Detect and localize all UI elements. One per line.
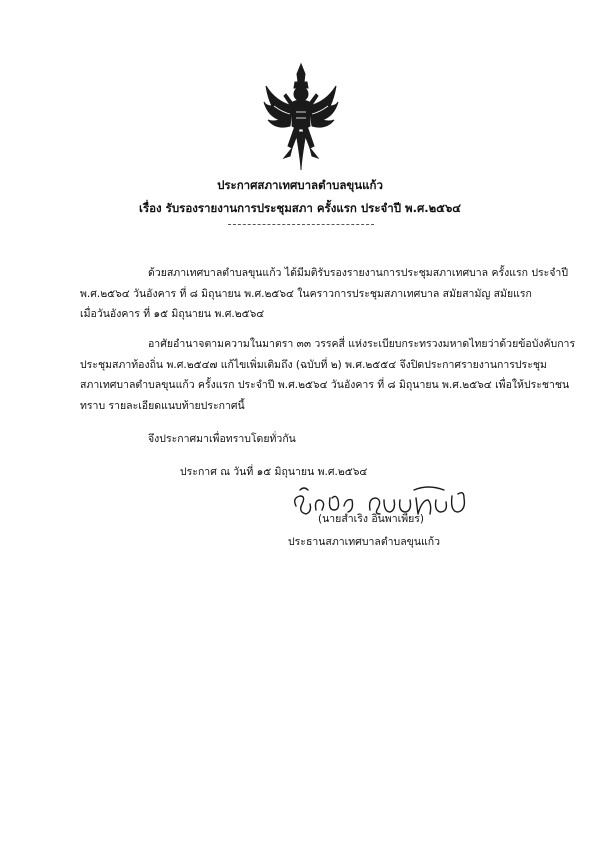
divider <box>228 224 374 225</box>
announcement-title: ประกาศสภาเทศบาลตำบลขุนแก้ว <box>217 178 383 192</box>
garuda-emblem-icon <box>262 62 340 174</box>
announcement-date: ประกาศ ณ วันที่ ๑๕ มิถุนายน พ.ศ.๒๕๖๔ <box>180 466 368 478</box>
paragraph1-line2: พ.ศ.๒๕๖๔ วันอังคาร ที่ ๘ มิถุนายน พ.ศ.๒๕๖๔ ในคราวการประชุมสภาเทศบาล สมัยสามัญ สมัยแรก <box>80 288 532 300</box>
paragraph1-line1: ด้วยสภาเทศบาลตำบลขุนแก้ว ได้มีมติรับรองรายงานการประชุมสภาเทศบาล ครั้งแรก ประจำปี <box>148 267 568 279</box>
announcement-subject: เรื่อง รับรองรายงานการประชุมสภา ครั้งแรก ประจำปี พ.ศ.๒๕๖๔ <box>139 201 461 215</box>
closing-statement: จึงประกาศมาเพื่อทราบโดยทั่วกัน <box>148 433 296 445</box>
paragraph2-line1: อาศัยอำนาจตามความในมาตรา ๓๓ วรรคสี่ แห่งระเบียบกระทรวงมหาดไทยว่าด้วยข้อบังคับการ <box>148 338 576 350</box>
paragraph1-line3: เมื่อวันอังคาร ที่ ๑๕ มิถุนายน พ.ศ.๒๕๖๔ <box>80 308 265 320</box>
paragraph2-line4: ทราบ รายละเอียดแนบท้ายประกาศนี้ <box>80 400 245 412</box>
paragraph2-line3: สภาเทศบาลตำบลขุนแก้ว ครั้งแรก ประจำปี พ.ศ.๒๕๖๔ วันอังคาร ที่ ๘ มิถุนายน พ.ศ.๒๕๖๔ เพื่อให้ประชาชน <box>80 379 570 391</box>
signatory-name: (นายสำเริง อินพาเพียร) <box>318 513 425 525</box>
signatory-position: ประธานสภาเทศบาลตำบลขุนแก้ว <box>288 536 441 548</box>
paragraph2-line2: ประชุมสภาท้องถิ่น พ.ศ.๒๕๔๗ แก้ไขเพิ่มเติมถึง (ฉบับที่ ๒) พ.ศ.๒๕๕๔ จึงปิดประกาศรายงานการประชุม <box>80 359 547 371</box>
